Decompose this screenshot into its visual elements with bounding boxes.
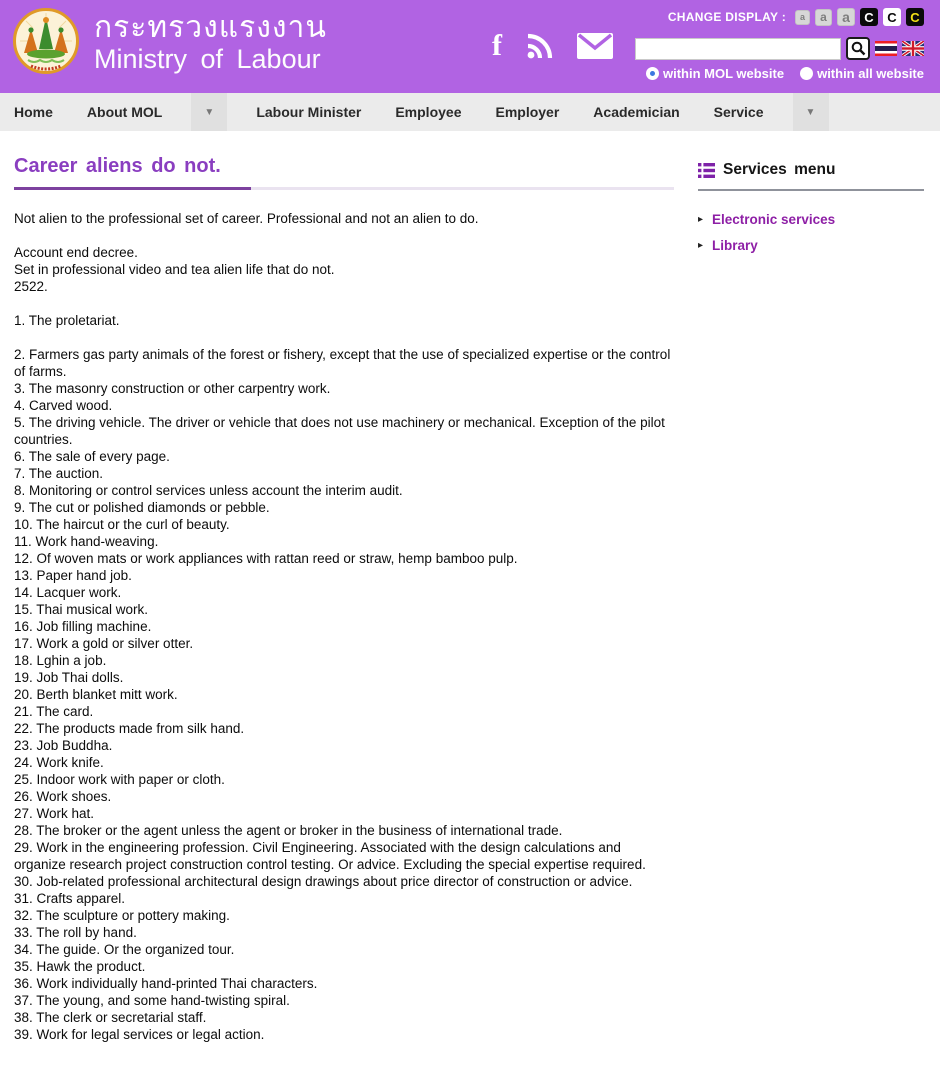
radio-selected-icon — [646, 67, 659, 80]
list-item: 12. Of woven mats or work appliances with rattan reed or straw, hemp bamboo pulp. — [14, 551, 518, 566]
list-item: 37. The young, and some hand-twisting spiral. — [14, 993, 290, 1008]
list-item: 9. The cut or polished diamonds or pebble. — [14, 500, 270, 515]
list-item: 2. Farmers gas party animals of the forest or fishery, except that the use of specialized expertise or the control of farms. — [14, 347, 671, 379]
font-size-large-button[interactable]: a — [837, 8, 855, 26]
font-size-small-button[interactable]: a — [795, 10, 810, 25]
contrast-black-on-white-button[interactable]: C — [883, 8, 901, 26]
article-body — [14, 210, 674, 1043]
facebook-icon[interactable]: f — [492, 29, 502, 62]
list-item: 21. The card. — [14, 704, 94, 719]
list-item: 31. Crafts apparel. — [14, 891, 126, 906]
change-display-label: CHANGE DISPLAY : — [667, 10, 786, 24]
bullet-arrow-icon: ▸ — [698, 214, 704, 225]
list-item: 23. Job Buddha. — [14, 738, 113, 753]
ministry-seal-logo — [12, 7, 80, 75]
list-item: 32. The sculpture or pottery making. — [14, 908, 230, 923]
list-item: 24. Work knife. — [14, 755, 104, 770]
heading-divider — [14, 187, 674, 190]
list-item: 8. Monitoring or control services unless account the interim audit. — [14, 483, 403, 498]
rss-icon[interactable] — [526, 33, 553, 60]
site-header — [0, 0, 940, 93]
sidebar-menu-item[interactable] — [698, 238, 924, 253]
list-item: 5. The driving vehicle. The driver or vehicle that does not use machinery or mechanical. Exception of the pilot countries. — [14, 415, 665, 447]
sidebar-menu-link[interactable]: Library — [712, 238, 758, 253]
nav-item-employer[interactable]: Employer — [495, 104, 560, 120]
list-item: 17. Work a gold or silver otter. — [14, 636, 194, 651]
list-item: 27. Work hat. — [14, 806, 95, 821]
list-item: 39. Work for legal services or legal action. — [14, 1027, 265, 1042]
email-icon[interactable] — [577, 33, 613, 59]
contrast-yellow-on-black-button[interactable]: C — [906, 8, 924, 26]
sidebar-title-row — [698, 161, 924, 179]
main-column — [14, 131, 674, 1043]
list-item: 34. The guide. Or the organized tour. — [14, 942, 235, 957]
scope-within-mol-radio[interactable] — [646, 66, 784, 81]
sidebar-menu — [698, 212, 924, 253]
nav-item-academician[interactable]: Academician — [593, 104, 680, 120]
list-item: 19. Job Thai dolls. — [14, 670, 124, 685]
list-item-1: 1. The proletariat. — [14, 313, 120, 328]
services-sidebar — [698, 131, 924, 1043]
list-item: 14. Lacquer work. — [14, 585, 122, 600]
nav-item-service[interactable]: Service — [713, 104, 764, 120]
nav-item-employee[interactable]: Employee — [395, 104, 462, 120]
list-item: 6. The sale of every page. — [14, 449, 170, 464]
change-display-controls — [668, 8, 924, 26]
service-dropdown-arrow-icon[interactable]: ▼ — [793, 93, 829, 131]
search-button[interactable] — [846, 37, 870, 60]
intro-paragraph: Not alien to the professional set of career. Professional and not an alien to do. — [14, 211, 479, 226]
decree-paragraph — [14, 244, 674, 295]
decree-line: 2522. — [14, 279, 48, 294]
search-scope-options — [646, 66, 924, 81]
scope-all-website-label: within all website — [817, 66, 924, 81]
sidebar-divider — [698, 189, 924, 191]
list-item: 15. Thai musical work. — [14, 602, 149, 617]
scope-all-website-radio[interactable] — [800, 66, 924, 81]
career-list — [14, 346, 674, 1043]
magnifier-icon — [851, 41, 866, 56]
content-area — [0, 131, 940, 1043]
list-item: 18. Lghin a job. — [14, 653, 107, 668]
list-item: 38. The clerk or secretarial staff. — [14, 1010, 207, 1025]
list-item: 7. The auction. — [14, 466, 104, 481]
radio-unselected-icon — [800, 67, 813, 80]
site-title-english: Ministry of Labour — [94, 44, 321, 74]
list-item: 26. Work shoes. — [14, 789, 112, 804]
about-mol-dropdown-arrow-icon[interactable]: ▼ — [191, 93, 227, 131]
list-item: 29. Work in the engineering profession. Civil Engineering. Associated with the design calculations and organize research project construction control testing. Or advice. Excluding the special expertise required. — [14, 840, 646, 872]
list-item: 30. Job-related professional architectural design drawings about price director of construction or advice. — [14, 874, 633, 889]
contrast-white-on-black-button[interactable]: C — [860, 8, 878, 26]
list-item: 13. Paper hand job. — [14, 568, 132, 583]
english-language-flag-icon[interactable] — [902, 41, 924, 56]
list-item: 36. Work individually hand-printed Thai characters. — [14, 976, 318, 991]
nav-item-labour-minister[interactable]: Labour Minister — [256, 104, 362, 120]
list-item: 4. Carved wood. — [14, 398, 113, 413]
list-item: 16. Job filling machine. — [14, 619, 152, 634]
list-item: 28. The broker or the agent unless the agent or broker in the business of international trade. — [14, 823, 563, 838]
list-item: 11. Work hand-weaving. — [14, 534, 159, 549]
sidebar-menu-item[interactable] — [698, 212, 924, 227]
font-size-medium-button[interactable]: a — [815, 9, 832, 26]
list-menu-icon — [698, 163, 715, 178]
list-item: 22. The products made from silk hand. — [14, 721, 245, 736]
list-item: 35. Hawk the product. — [14, 959, 146, 974]
site-title-thai: กระทรวงแรงงาน — [94, 11, 327, 44]
main-navigation — [0, 93, 940, 131]
nav-item-home[interactable]: Home — [14, 104, 53, 120]
list-item: 20. Berth blanket mitt work. — [14, 687, 178, 702]
decree-line: Account end decree. — [14, 245, 138, 260]
sidebar-title: Services menu — [723, 161, 836, 178]
nav-item-about-mol[interactable]: About MOL — [86, 104, 163, 120]
list-item: 3. The masonry construction or other carpentry work. — [14, 381, 331, 396]
search-input[interactable] — [635, 38, 841, 60]
list-item: 10. The haircut or the curl of beauty. — [14, 517, 230, 532]
bullet-arrow-icon: ▸ — [698, 240, 704, 251]
list-item: 25. Indoor work with paper or cloth. — [14, 772, 225, 787]
sidebar-menu-link[interactable]: Electronic services — [712, 212, 836, 227]
thai-language-flag-icon[interactable] — [875, 41, 897, 56]
page-title: Career aliens do not. — [14, 155, 221, 177]
list-item: 33. The roll by hand. — [14, 925, 137, 940]
social-links — [492, 31, 613, 61]
scope-within-mol-label: within MOL website — [662, 66, 785, 81]
heading-divider-accent — [14, 187, 251, 190]
decree-line: Set in professional video and tea alien life that do not. — [14, 262, 335, 277]
search-area — [635, 37, 924, 60]
